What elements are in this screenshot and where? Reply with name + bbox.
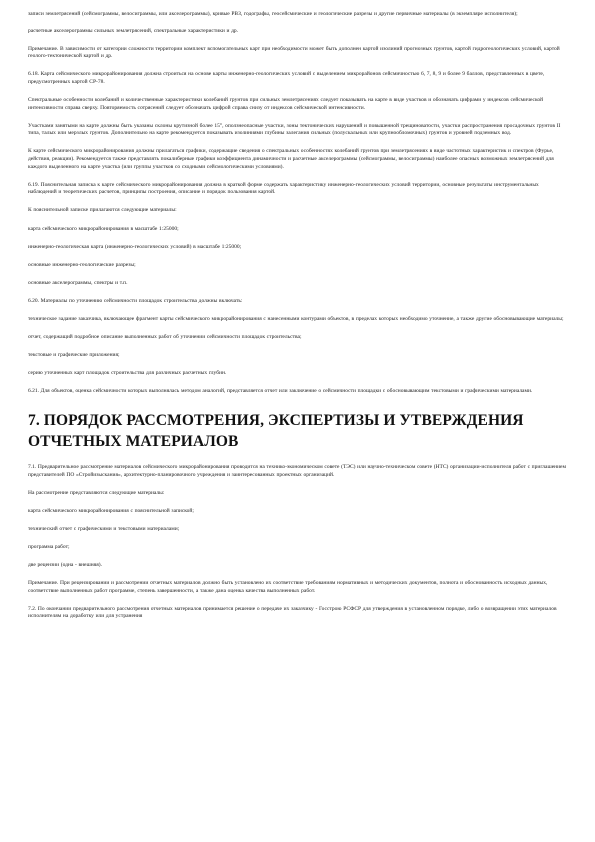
section-6-continuation [28,11,567,396]
clause-6-20: 6.20. Материалы по уточнению сейсмичности площадок строительства должны включать: [28,297,243,304]
list-item: карта сейсмического микрорайонирования в масштабе 1:25000; [28,225,179,232]
note-paragraph: Примечание. При рецензировании и рассмотрении отчетных материалов должно быть установлено их соответствие требованиям нормативных и методических документов, полнота и обоснованность исходных данных, соответствие выполненных работ программе, степень завершенности, а также дана оценка качества выполненных работ. [28,580,548,594]
clause-7-1: 7.1. Предварительное рассмотрение материалов сейсмического микрорайонирования проводится на технико-экономическом совете (ТЭС) или научно-техническом совете (НТС) организации-исполнителя работ с приглашением представителей ПО «Стройизыскания», архитектурно-планировочного учреждения и заинтересованных проектных организаций. [28,463,566,478]
paragraph: Спектральные особенности колебаний и количественные характеристики колебаний грунтов при сильных землетрясениях следует показывать на карте в виде участков и обозначать цифрами у индексов сейсмической интенсивности справа сверху. Повторяемость сотрясений следует обозначать цифрой справа снизу от индексов сейсмической интенсивности. [28,97,544,111]
clause-6-21: 6.21. Для объектов, оценка сейсмичности которых выполнялась методом аналогий, представляется отчет или заключение о сейсмичности площадки с обосновывающим текстовыми и графическими материалами. [28,388,533,395]
note-paragraph: Примечание. В зависимости от категории сложности территории комплект вспомогательных карт при необходимости может быть дополнен картой изолиний прогнозных грунтов, картой гидрогеологических условий, картой геолого-тектонической картой и др. [28,45,560,60]
list-item: отчет, содержащий подробное описание выполненных работ об уточнении сейсмичности площадок строительства; [28,334,302,341]
list-item: основные акселерограммы, спектры и т.п. [28,279,128,286]
clause-6-18: 6.18. Карта сейсмического микрорайонирования должна строиться на основе карты инженерно-геологических условий с выделением микрорайонов сейсмичностью 6, 7, 8, 9 и более 9 баллов, представленных в цвете, предусмотренных картой СР-78. [28,71,545,85]
list-item: две рецензии (одна - внешняя). [28,562,102,568]
list-item: программа работ; [28,543,70,550]
list-item: серию уточненных карт площадок строительства для различных расчетных глубин. [28,370,227,377]
list-item: инженерно-геологическая карта (инженерно-геологических условий) в масштабе 1:25000; [28,243,242,250]
paragraph: К карте сейсмического микрорайонирования должны прилагаться графики, содержащие сведения о спектральных особенностях колебаний грунтов при землетрясениях в виде частотных характеристик и спектров (Фурье, действия, реакции). Рекомендуется также представлять покалиберные графики коэффициента динамичности и расчетные акселерограммы (сейсмограммы, велосиграммы) наиболее опасных возможных землетрясений для каждого выделенного на карте участка (или группы участков со сходными сейсмологическими условиями). [28,148,554,170]
paragraph: записи землетрясений (сейсмограммы, велосиграммы, или акселерограммы), кривые РВЗ, годографы, геосейсмические и геологические разрезы и другие первичные материалы (в экземпляре исполнителя); [28,11,518,17]
list-item: текстовые и графические приложения; [28,352,120,359]
list-item: карта сейсмического микрорайонирования с пояснительной запиской; [28,507,194,514]
paragraph: На рассмотрение представляются следующие материалы: [28,489,165,496]
list-item: основные инженерно-геологические разрезы; [28,261,136,268]
paragraph: К пояснительной записке прилагаются следующие материалы: [28,207,177,214]
clause-6-19: 6.19. Пояснительная записка к карте сейсмического микрорайонирования должна в краткой форме содержать характеристику инженерно-геологических условий территории, основные результаты инструментальных наблюдений и теоретических расчетов, принципы построения, описание и порядок пользования картой. [28,181,539,196]
section-7-body [28,464,567,621]
clause-7-2: 7.2. По окончании предварительного рассмотрения отчетных материалов принимается решение о передаче их заказчику - Госстрою РСФСР для утверждения в установленном порядке, либо о возвращении этих материалов исполнителям на доработку или для устранения [28,605,557,620]
list-item: технический отчет с графическими и текстовыми материалами; [28,525,180,532]
paragraph: расчетные акселерограммы сильных землетрясений, спектральные характеристики и др. [28,27,239,34]
paragraph: Участками занятыми на карте должны быть указаны склоны крутизной более 15°, оползнеопасные участки, зоны тектонических нарушений и повышенной трещиноватости, участки распространения просадочных грунтов II типа, талых или мерзлых грунтов. Дополнительно на карте рекомендуется показывать изолиниями глубины залегания сильных (полускальных или крупнообломочных) грунтов и уровней подземных вод. [28,122,561,137]
list-item: техническое задание заказчика, включающее фрагмент карты сейсмического микрорайонирования с нанесенными контурами объектов, в пределах которых необходимо уточнение, а также другие обосновывающие материалы; [28,315,564,322]
section-7-heading: 7. ПОРЯДОК РАССМОТРЕНИЯ, ЭКСПЕРТИЗЫ И УТВЕРЖДЕНИЯ ОТЧЕТНЫХ МАТЕРИАЛОВ [28,411,524,450]
